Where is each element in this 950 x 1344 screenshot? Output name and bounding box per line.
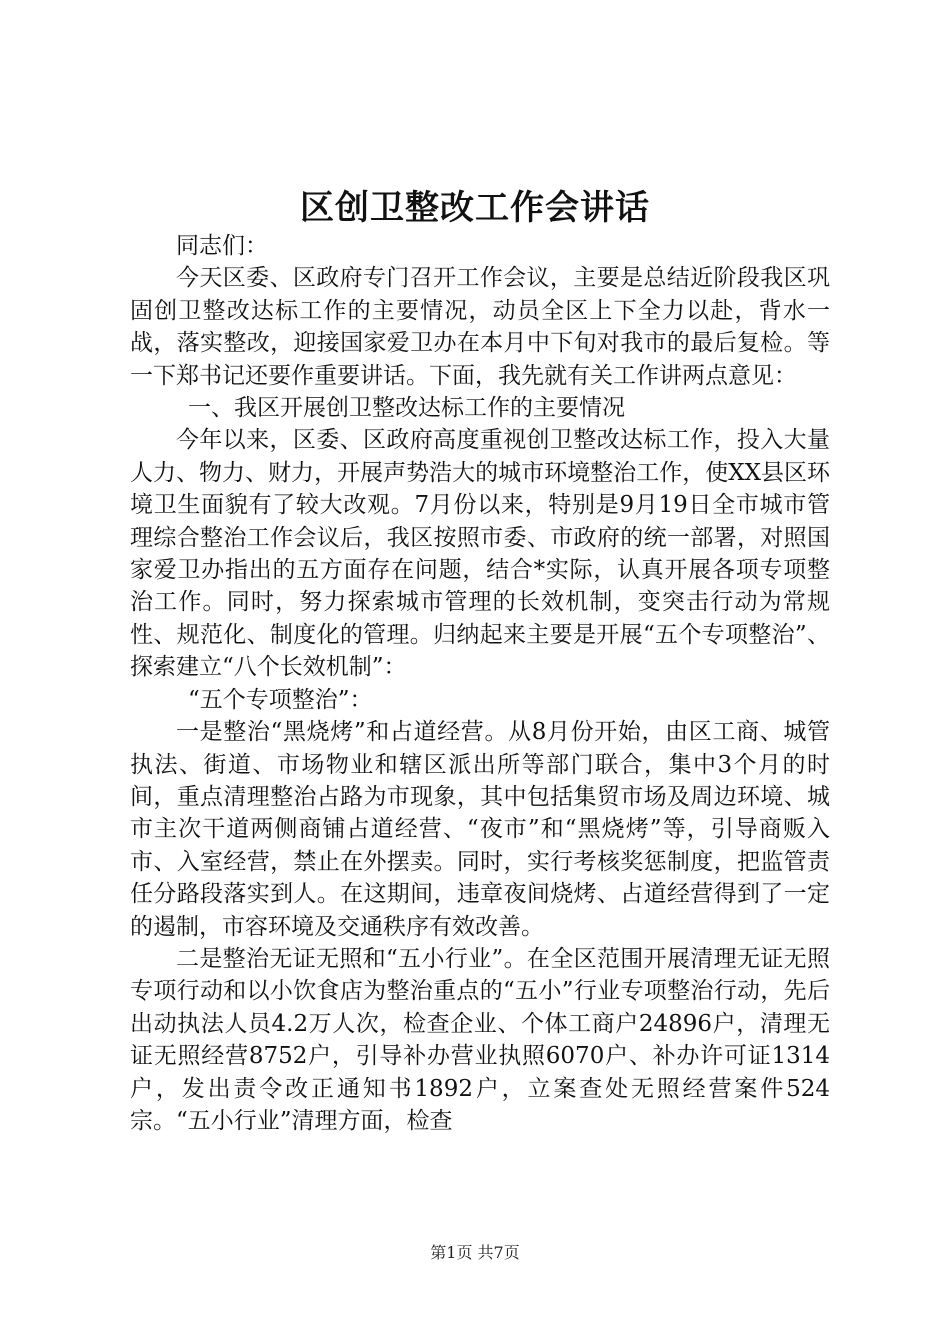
section-heading: 一、我区开展创卫整改达标工作的主要情况	[188, 395, 625, 422]
document-body	[130, 230, 830, 1137]
paragraph-overview: 今年以来，区委、区政府高度重视创卫整改达标工作，投入大量人力、物力、财力，开展声势浩大的城市环境整治工作，使XX县区环境卫生面貌有了较大改观。7月份以来，特别是9月19日全市城市管理综合整治工作会议后，我区按照市委、市政府的统一部署，对照国家爱卫办指出的五方面存在问题，结合*实际，认真开展各项专项整治工作。同时，努力探索城市管理的长效机制，变突击行动为常规性、规范化、制度化的管理。归纳起来主要是开展“五个专项整治”、探索建立“八个长效机制”：	[130, 427, 830, 681]
subheading-five-rectifications: “五个专项整治”：	[188, 686, 373, 713]
paragraph-intro: 今天区委、区政府专门召开工作会议，主要是总结近阶段我区巩固创卫整改达标工作的主要情况，动员全区上下全力以赴，背水一战，落实整改，迎接国家爱卫办在本月中下旬对我市的最后复检。等一下郑书记还要作重要讲话。下面，我先就有关工作讲两点意见：	[130, 265, 830, 389]
document-title: 区创卫整改工作会讲话	[300, 188, 650, 228]
paragraph-item-one: 一是整治“黑烧烤”和占道经营。从8月份开始，由区工商、城管执法、街道、市场物业和辖区派出所等部门联合，集中3个月的时间，重点清理整治占路为市现象，其中包括集贸市场及周边环境、城市主次干道两侧商铺占道经营、“夜市”和“黑烧烤”等，引导商贩入市、入室经营，禁止在外摆卖。同时，实行考核奖惩制度，把监管责任分路段落实到人。在这期间，违章夜间烧烤、占道经营得到了一定的遏制，市容环境及交通秩序有效改善。	[130, 719, 830, 940]
page-footer: 第1页 共7页	[430, 1243, 520, 1262]
paragraph-item-two: 二是整治无证无照和“五小行业”。在全区范围开展清理无证无照专项行动和以小饮食店为整治重点的“五小”行业专项整治行动，先后出动执法人员4.2万人次，检查企业、个体工商户24896户，清理无证无照经营8752户，引导补办营业执照6070户、补办许可证1314户，发出责令改正通知书1892户，立案查处无照经营案件524宗。“五小行业”清理方面，检查	[130, 945, 830, 1134]
salutation: 同志们：	[176, 233, 268, 259]
